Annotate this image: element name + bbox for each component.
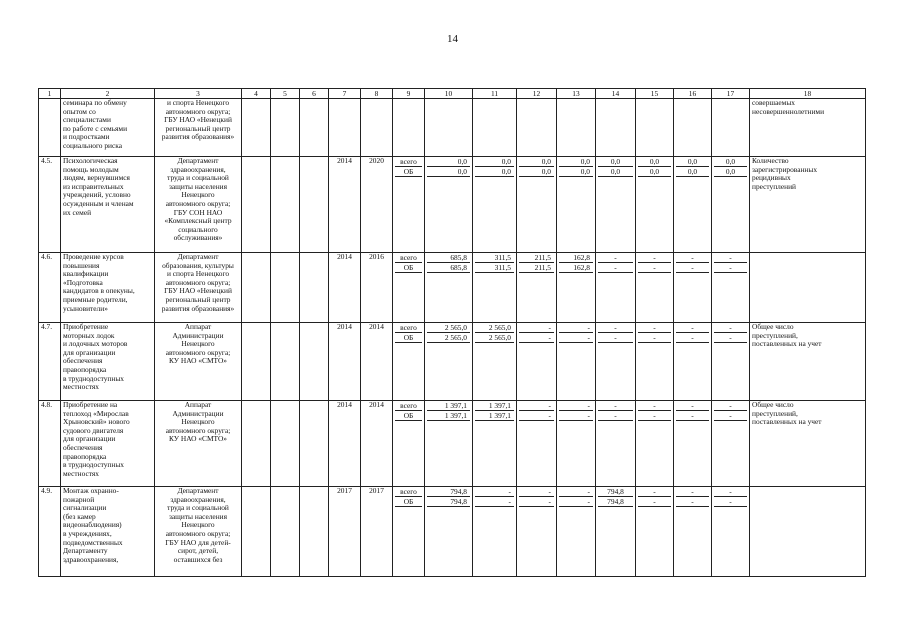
funding-value-line: - <box>714 253 747 263</box>
funding-value <box>636 99 674 157</box>
funding-value <box>517 323 557 401</box>
funding-value-line: 0,0 <box>638 167 671 177</box>
funding-value-line: - <box>638 323 671 333</box>
empty-cell <box>300 323 329 401</box>
funding-value-line: 2 565,0 <box>427 333 470 343</box>
funding-value-line: - <box>598 411 633 421</box>
funding-value-line: - <box>519 487 554 497</box>
end-year <box>361 157 393 253</box>
funding-value <box>425 253 473 323</box>
empty-cell <box>300 401 329 487</box>
funding-value-line: 794,8 <box>427 497 470 507</box>
funding-value-line: 2 565,0 <box>475 323 514 333</box>
funding-value-line: 0,0 <box>559 167 593 177</box>
executor-text: Аппарат Администрации Ненецкого автономного округа; КУ НАО «СМТО» <box>165 322 231 366</box>
funding-value-line: - <box>519 497 554 507</box>
item-number <box>39 323 61 401</box>
funding-source-line: всего <box>395 323 422 333</box>
funding-value-line: 162,8 <box>559 253 593 263</box>
funding-value <box>712 401 750 487</box>
empty-cell <box>242 323 271 401</box>
start-year <box>329 487 361 577</box>
table-row <box>39 99 866 157</box>
funding-value <box>636 487 674 577</box>
empty-cell <box>300 99 329 157</box>
funding-value-line: - <box>676 263 709 273</box>
funding-value-line: - <box>638 263 671 273</box>
funding-value-line: - <box>638 497 671 507</box>
funding-value-line: 0,0 <box>676 157 709 167</box>
funding-source <box>393 401 425 487</box>
empty-cell <box>242 157 271 253</box>
funding-value <box>636 323 674 401</box>
col-header: 15 <box>636 89 674 99</box>
col-header: 3 <box>155 89 242 99</box>
item-number-text: 4.6. <box>41 252 53 261</box>
funding-value <box>712 253 750 323</box>
funding-value-line: - <box>475 487 514 497</box>
funding-source <box>393 487 425 577</box>
start-year <box>329 253 361 323</box>
funding-value <box>473 323 517 401</box>
funding-value-line: - <box>714 323 747 333</box>
funding-value-line: - <box>638 333 671 343</box>
activity-name-text: Приобретение моторных лодок и лодочных моторов для организации обеспечения правопорядка в труднодоступных местностях <box>63 322 128 392</box>
activity-name-text: семинара по обмену опытом со специалистами по работе с семьями и подростками социального риска <box>63 98 128 150</box>
funding-value-line: 1 397,1 <box>427 411 470 421</box>
funding-source <box>393 323 425 401</box>
end-year-text: 2017 <box>369 486 384 495</box>
funding-value-line: - <box>519 333 554 343</box>
funding-value-line: - <box>559 323 593 333</box>
target-indicator <box>750 323 866 401</box>
funding-value <box>557 487 596 577</box>
empty-cell <box>271 253 300 323</box>
funding-value-line: 0,0 <box>475 157 514 167</box>
start-year <box>329 99 361 157</box>
start-year <box>329 401 361 487</box>
executor-text: Департамент образования, культуры и спорта Ненецкого автономного округа; ГБУ НАО «Ненецкий региональный центр развития образования» <box>161 252 235 313</box>
funding-source-line: всего <box>395 487 422 497</box>
item-number <box>39 157 61 253</box>
funding-value-line: - <box>598 333 633 343</box>
start-year-text: 2014 <box>337 156 352 165</box>
table-row <box>39 253 866 323</box>
funding-value-line: 211,5 <box>519 263 554 273</box>
executor-text: Департамент здравоохранения, труда и социальной защиты населения Ненецкого автономного округа; ГБУ НАО для детей- сирот, детей, оставшихся без <box>165 486 231 564</box>
table-row <box>39 323 866 401</box>
funding-value <box>636 157 674 253</box>
funding-value <box>596 401 636 487</box>
col-header: 5 <box>271 89 300 99</box>
col-header: 10 <box>425 89 473 99</box>
funding-value-line: 685,8 <box>427 263 470 273</box>
funding-value-line: 0,0 <box>519 167 554 177</box>
activity-name-text: Психологическая помощь молодым людям, вернувшимся из исправительных учреждений, условно осужденным и членам их семей <box>63 156 134 217</box>
header-row <box>39 89 866 99</box>
funding-value <box>674 401 712 487</box>
funding-value <box>674 323 712 401</box>
funding-value-line: 0,0 <box>676 167 709 177</box>
funding-source <box>393 99 425 157</box>
item-number <box>39 487 61 577</box>
col-header: 2 <box>61 89 155 99</box>
target-indicator-text: Общее число преступлений, поставленных на учет <box>752 322 822 349</box>
funding-value-line: - <box>598 253 633 263</box>
target-indicator <box>750 253 866 323</box>
item-number-text: 4.9. <box>41 486 53 495</box>
funding-value-line: - <box>638 487 671 497</box>
funding-value-line: 211,5 <box>519 253 554 263</box>
funding-value <box>557 253 596 323</box>
start-year-text: 2014 <box>337 400 352 409</box>
item-number-text: 4.5. <box>41 156 53 165</box>
activity-name <box>61 157 155 253</box>
funding-value <box>596 323 636 401</box>
funding-value <box>473 157 517 253</box>
funding-value-line: - <box>559 497 593 507</box>
empty-cell <box>242 401 271 487</box>
funding-value-line: 1 397,1 <box>427 401 470 411</box>
end-year <box>361 401 393 487</box>
end-year <box>361 487 393 577</box>
funding-value-line: 0,0 <box>714 157 747 167</box>
funding-source-line: ОБ <box>395 167 422 177</box>
empty-cell <box>271 401 300 487</box>
activity-name <box>61 323 155 401</box>
funding-value <box>473 487 517 577</box>
executor <box>155 323 242 401</box>
empty-cell <box>242 487 271 577</box>
executor <box>155 401 242 487</box>
funding-value <box>596 487 636 577</box>
funding-source <box>393 157 425 253</box>
table-row <box>39 401 866 487</box>
item-number <box>39 99 61 157</box>
end-year-text: 2014 <box>369 322 384 331</box>
funding-value-line: 794,8 <box>427 487 470 497</box>
funding-value-line: 794,8 <box>598 497 633 507</box>
col-header: 8 <box>361 89 393 99</box>
funding-value-line: - <box>676 497 709 507</box>
funding-value <box>473 99 517 157</box>
col-header: 1 <box>39 89 61 99</box>
executor <box>155 487 242 577</box>
funding-value-line: - <box>714 263 747 273</box>
funding-value <box>425 157 473 253</box>
target-indicator-text: совершаемых несовершеннолетними <box>752 98 825 116</box>
funding-value-line: - <box>475 497 514 507</box>
funding-value-line: - <box>676 323 709 333</box>
empty-cell <box>300 487 329 577</box>
funding-value-line: 0,0 <box>519 157 554 167</box>
funding-value-line: - <box>676 253 709 263</box>
col-header: 11 <box>473 89 517 99</box>
funding-value-line: 2 565,0 <box>427 323 470 333</box>
empty-cell <box>300 157 329 253</box>
funding-source-line: всего <box>395 157 422 167</box>
executor <box>155 99 242 157</box>
funding-value-line: - <box>638 401 671 411</box>
target-indicator-text: Общее число преступлений, поставленных на учет <box>752 400 822 427</box>
target-indicator <box>750 401 866 487</box>
empty-cell <box>242 99 271 157</box>
funding-value <box>557 99 596 157</box>
funding-value-line: - <box>676 487 709 497</box>
col-header: 4 <box>242 89 271 99</box>
funding-value-line: - <box>559 401 593 411</box>
funding-value <box>596 99 636 157</box>
end-year-text: 2020 <box>369 156 384 165</box>
funding-value <box>517 487 557 577</box>
funding-source-line: ОБ <box>395 263 422 273</box>
funding-value-line: 0,0 <box>559 157 593 167</box>
funding-value <box>674 99 712 157</box>
funding-source-line: ОБ <box>395 333 422 343</box>
end-year <box>361 253 393 323</box>
col-header: 16 <box>674 89 712 99</box>
funding-value <box>674 253 712 323</box>
funding-value-line: - <box>519 401 554 411</box>
funding-value-line: - <box>559 487 593 497</box>
program-table <box>38 88 866 577</box>
col-header: 13 <box>557 89 596 99</box>
funding-value-line: - <box>598 401 633 411</box>
funding-value <box>636 401 674 487</box>
funding-source <box>393 253 425 323</box>
end-year-text: 2016 <box>369 252 384 261</box>
funding-source-line: ОБ <box>395 411 422 421</box>
funding-value <box>596 157 636 253</box>
table-row <box>39 157 866 253</box>
funding-value <box>712 323 750 401</box>
funding-value-line: - <box>638 411 671 421</box>
end-year <box>361 323 393 401</box>
item-number <box>39 401 61 487</box>
funding-value <box>425 323 473 401</box>
executor-text: и спорта Ненецкого автономного округа; ГБУ НАО «Ненецкий региональный центр развития образования» <box>161 98 235 142</box>
funding-value-line: 0,0 <box>475 167 514 177</box>
executor <box>155 253 242 323</box>
funding-value-line: - <box>714 401 747 411</box>
funding-value-line: - <box>519 411 554 421</box>
funding-value-line: 0,0 <box>427 167 470 177</box>
empty-cell <box>271 487 300 577</box>
activity-name-text: Монтаж охранно- пожарной сигнализации (без камер видеонаблюдения) в учреждениях, подведомственных Департаменту здравоохранения, <box>63 486 123 564</box>
col-header: 7 <box>329 89 361 99</box>
funding-value-line: 0,0 <box>638 157 671 167</box>
funding-value-line: 311,5 <box>475 263 514 273</box>
funding-value-line: - <box>714 411 747 421</box>
funding-value <box>517 99 557 157</box>
end-year <box>361 99 393 157</box>
funding-value <box>712 99 750 157</box>
funding-value-line: 0,0 <box>427 157 470 167</box>
funding-value-line: 0,0 <box>598 157 633 167</box>
funding-value-line: 162,8 <box>559 263 593 273</box>
funding-value-line: - <box>714 487 747 497</box>
funding-value <box>517 157 557 253</box>
activity-name-text: Приобретение на теплоход «Мирослав Хрыновский» нового судового двигателя для организации обеспечения правопорядка в труднодоступных местностях <box>63 400 130 478</box>
table-row <box>39 487 866 577</box>
funding-value-line: - <box>559 333 593 343</box>
funding-value-line: - <box>676 411 709 421</box>
funding-value <box>636 253 674 323</box>
funding-value <box>517 401 557 487</box>
col-header: 6 <box>300 89 329 99</box>
col-header: 9 <box>393 89 425 99</box>
funding-value-line: - <box>519 323 554 333</box>
funding-value-line: - <box>638 253 671 263</box>
funding-value <box>473 253 517 323</box>
page-number: 14 <box>447 33 458 45</box>
start-year-text: 2014 <box>337 322 352 331</box>
executor-text: Департамент здравоохранения, труда и социальной защиты населения Ненецкого автономного округа; ГБУ СОН НАО «Комплексный центр социального обслуживания» <box>164 156 232 243</box>
activity-name-text: Проведение курсов повышения квалификации «Подготовка кандидатов в опекуны, приемные родители, усыновители» <box>63 252 135 313</box>
funding-value-line: 685,8 <box>427 253 470 263</box>
funding-value <box>712 157 750 253</box>
col-header: 12 <box>517 89 557 99</box>
funding-value-line: 1 397,1 <box>475 411 514 421</box>
funding-source-line: ОБ <box>395 497 422 507</box>
funding-value <box>517 253 557 323</box>
executor <box>155 157 242 253</box>
funding-value <box>674 487 712 577</box>
funding-value-line: 311,5 <box>475 253 514 263</box>
funding-value-line: - <box>598 323 633 333</box>
target-indicator <box>750 157 866 253</box>
funding-source-line: всего <box>395 253 422 263</box>
empty-cell <box>271 157 300 253</box>
funding-value-line: - <box>559 411 593 421</box>
col-header: 18 <box>750 89 866 99</box>
empty-cell <box>271 323 300 401</box>
target-indicator <box>750 99 866 157</box>
funding-value-line: - <box>676 333 709 343</box>
funding-source-line: всего <box>395 401 422 411</box>
activity-name <box>61 401 155 487</box>
funding-value <box>557 157 596 253</box>
empty-cell <box>271 99 300 157</box>
funding-value-line: - <box>676 401 709 411</box>
funding-value <box>425 401 473 487</box>
item-number-text: 4.8. <box>41 400 53 409</box>
item-number-text: 4.7. <box>41 322 53 331</box>
funding-value <box>712 487 750 577</box>
funding-value-line: 0,0 <box>598 167 633 177</box>
start-year-text: 2017 <box>337 486 352 495</box>
funding-value-line: 1 397,1 <box>475 401 514 411</box>
funding-value-line: 0,0 <box>714 167 747 177</box>
start-year <box>329 323 361 401</box>
funding-value <box>557 323 596 401</box>
end-year-text: 2014 <box>369 400 384 409</box>
funding-value <box>425 487 473 577</box>
funding-value-line: - <box>714 333 747 343</box>
funding-value <box>473 401 517 487</box>
funding-value <box>425 99 473 157</box>
funding-value <box>596 253 636 323</box>
target-indicator <box>750 487 866 577</box>
activity-name <box>61 253 155 323</box>
funding-value-line: 2 565,0 <box>475 333 514 343</box>
col-header: 14 <box>596 89 636 99</box>
col-header: 17 <box>712 89 750 99</box>
target-indicator-text: Количество зарегистрированных рецидивных преступлений <box>752 156 818 191</box>
item-number <box>39 253 61 323</box>
empty-cell <box>242 253 271 323</box>
funding-value-line: - <box>714 497 747 507</box>
start-year <box>329 157 361 253</box>
funding-value <box>674 157 712 253</box>
funding-value-line: - <box>598 263 633 273</box>
funding-value-line: 794,8 <box>598 487 633 497</box>
start-year-text: 2014 <box>337 252 352 261</box>
funding-value <box>557 401 596 487</box>
executor-text: Аппарат Администрации Ненецкого автономного округа; КУ НАО «СМТО» <box>165 400 231 444</box>
activity-name <box>61 487 155 577</box>
empty-cell <box>300 253 329 323</box>
activity-name <box>61 99 155 157</box>
